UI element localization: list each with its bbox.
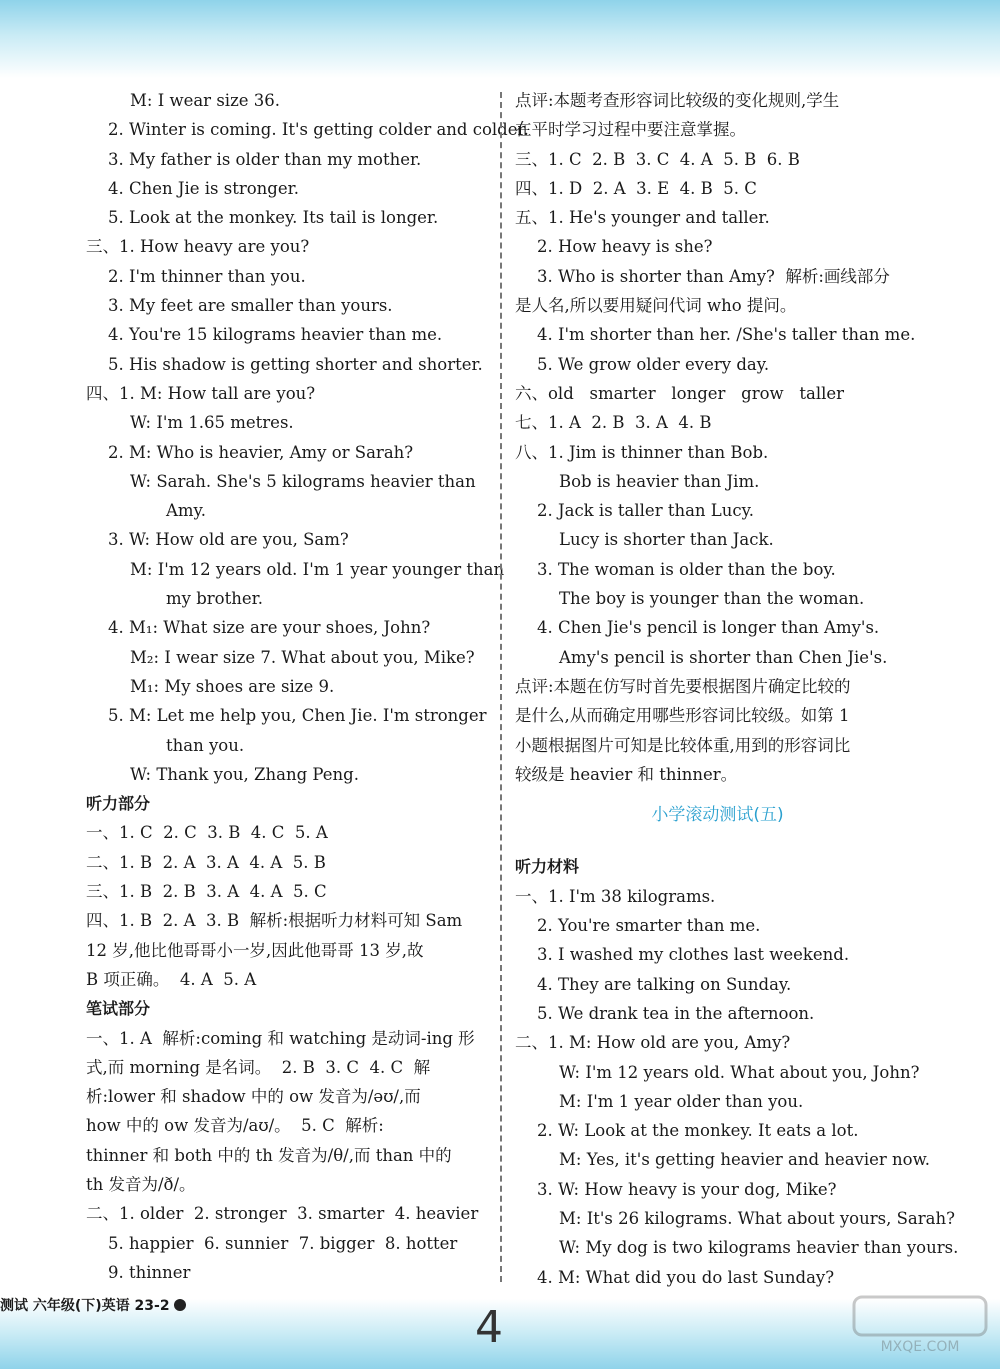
answer-line: 3. W: How heavy is your dog, Mike? [537,1179,837,1199]
top-decoration-band [0,0,1000,78]
answer-line: M: I wear size 36. [130,91,281,110]
answer-line: 3. My feet are smaller than yours. [108,296,393,316]
answer-line: 5. Look at the monkey. Its tail is longer. [108,208,439,228]
answer-line: 在平时学习过程中要注意掌握。 [515,120,746,140]
answer-line: 3. My father is older than my mother. [108,149,422,169]
answer-line: 2. M: Who is heavier, Amy or Sarah? [108,442,414,462]
answer-line: 2. Winter is coming. It's getting colder and colder. [108,120,529,140]
answer-line: 三、1. How heavy are you? [86,237,310,257]
answer-line: M: I'm 1 year older than you. [559,1091,804,1111]
answer-line: 较级是 heavier 和 thinner。 [515,764,738,784]
answer-line: 二、1. M: How old are you, Amy? [515,1033,791,1053]
answer-line: than you. [166,735,245,755]
answer-line: 4. I'm shorter than her. /She's taller than me. [537,325,916,345]
answer-line: M₂: I wear size 7. What about you, Mike? [130,647,475,667]
answer-line: 二、1. B 2. A 3. A 4. A 5. B [86,852,326,872]
answer-line: 四、1. B 2. A 3. B 解析:根据听力材料可知 Sam [86,911,463,931]
answer-line: Bob is heavier than Jim. [559,471,760,491]
answer-line: Lucy is shorter than Jack. [559,530,774,550]
answer-line: 3. I washed my clothes last weekend. [537,945,850,965]
answer-line: W: I'm 1.65 metres. [130,413,294,433]
answer-line: 2. I'm thinner than you. [108,266,306,286]
answer-line: 三、1. B 2. B 3. A 4. A 5. C [86,882,327,902]
answer-line: 七、1. A 2. B 3. A 4. B [515,413,712,433]
answer-line: my brother. [166,589,263,609]
answer-line: thinner 和 both 中的 th 发音为/θ/,而 than 中的 [86,1145,452,1165]
answer-line: 5. M: Let me help you, Chen Jie. I'm stronger [108,706,487,726]
answer-line: M₁: My shoes are size 9. [130,676,335,696]
answer-line: 是什么,从而确定用哪些形容词比较级。如第 1 [515,706,850,726]
answer-line: W: Thank you, Zhang Peng. [130,764,359,784]
answer-line: 三、1. C 2. B 3. C 4. A 5. B 6. B [515,149,800,169]
answer-line: 四、1. D 2. A 3. E 4. B 5. C [515,178,757,198]
section-heading: 听力部分 [86,794,151,814]
answer-line: 五、1. He's younger and taller. [515,208,770,228]
answer-line: M: It's 26 kilograms. What about yours, Sarah? [559,1208,955,1228]
answer-line: 12 岁,他比他哥哥小一岁,因此他哥哥 13 岁,故 [86,940,424,960]
answer-line: Amy's pencil is shorter than Chen Jie's. [559,647,888,667]
answer-line: th 发音为/ð/。 [86,1174,196,1194]
answer-line: 9. thinner [108,1262,191,1282]
answer-line: 5. We drank tea in the afternoon. [537,1003,815,1023]
answer-line: 六、old smarter longer grow taller [515,383,845,403]
answer-line: 4. You're 15 kilograms heavier than me. [108,325,443,345]
answer-line: B 项正确。 4. A 5. A [86,969,257,989]
section-heading: 笔试部分 [86,999,151,1019]
answer-line: 5. happier 6. sunnier 7. bigger 8. hotter [108,1233,458,1253]
answer-line: Amy. [166,501,206,521]
answer-line: M: Yes, it's getting heavier and heavier now. [559,1150,931,1170]
answer-line: 点评:本题在仿写时首先要根据图片确定比较的 [515,676,851,696]
answer-line: 一、1. C 2. C 3. B 4. C 5. A [86,823,328,843]
answer-line: 4. Chen Jie's pencil is longer than Amy's. [537,618,880,638]
answer-line: 5. His shadow is getting shorter and shorter. [108,354,483,374]
answer-line: 一、1. I'm 38 kilograms. [515,886,716,906]
answer-line: 析:lower 和 shadow 中的 ow 发音为/əʊ/,而 [86,1087,421,1107]
answer-line: 5. We grow older every day. [537,354,770,374]
answer-line: 八、1. Jim is thinner than Bob. [515,442,769,462]
answer-line: The boy is younger than the woman. [559,589,865,609]
watermark-logo-icon [850,1293,990,1357]
answer-line: 一、1. A 解析:coming 和 watching 是动词-ing 形 [86,1028,475,1048]
page-footer [0,1295,400,1315]
page-number: 4 [475,1302,503,1353]
answer-line: 小题根据图片可知是比较体重,用到的形容词比 [515,735,851,755]
answer-line: 2. Jack is taller than Lucy. [537,501,754,521]
footer-dot-icon [174,1299,186,1311]
answer-line: 4. M: What did you do last Sunday? [537,1267,835,1287]
footer-label: 测试 六年级(下)英语 23-2 [0,1298,170,1314]
answer-line: how 中的 ow 发音为/aʊ/。 5. C 解析: [86,1116,384,1136]
answer-line: 3. Who is shorter than Amy? 解析:画线部分 [537,266,890,286]
answer-line: 2. W: Look at the monkey. It eats a lot. [537,1121,859,1141]
answer-line: 4. M₁: What size are your shoes, John? [108,618,431,638]
answer-line: W: I'm 12 years old. What about you, John? [559,1062,920,1082]
column-divider [500,92,502,1282]
watermark-text: MXQE.COM [880,1339,960,1355]
answer-line: 4. They are talking on Sunday. [537,974,792,994]
left-column [86,86,529,1287]
answer-line: 是人名,所以要用疑问代词 who 提问。 [515,296,797,316]
answer-line: 2. You're smarter than me. [537,916,761,936]
answer-line: 4. Chen Jie is stronger. [108,178,299,198]
answer-line: M: I'm 12 years old. I'm 1 year younger than [130,559,505,579]
answer-line: 3. The woman is older than the boy. [537,559,836,579]
answer-line: 二、1. older 2. stronger 3. smarter 4. heavier [86,1204,479,1224]
section-heading: 听力材料 [515,857,580,877]
answer-line: 2. How heavy is she? [537,237,713,257]
answer-line: 式,而 morning 是名词。 2. B 3. C 4. C 解 [86,1057,431,1077]
answer-line: 点评:本题考查形容词比较级的变化规则,学生 [515,91,840,110]
right-column [515,86,959,1292]
answer-line: 3. W: How old are you, Sam? [108,530,349,550]
answer-line: W: Sarah. She's 5 kilograms heavier than [130,471,476,491]
answer-line: 四、1. M: How tall are you? [86,383,316,403]
test-title: 小学滚动测试(五) [651,805,784,826]
answer-line: W: My dog is two kilograms heavier than yours. [559,1238,959,1258]
